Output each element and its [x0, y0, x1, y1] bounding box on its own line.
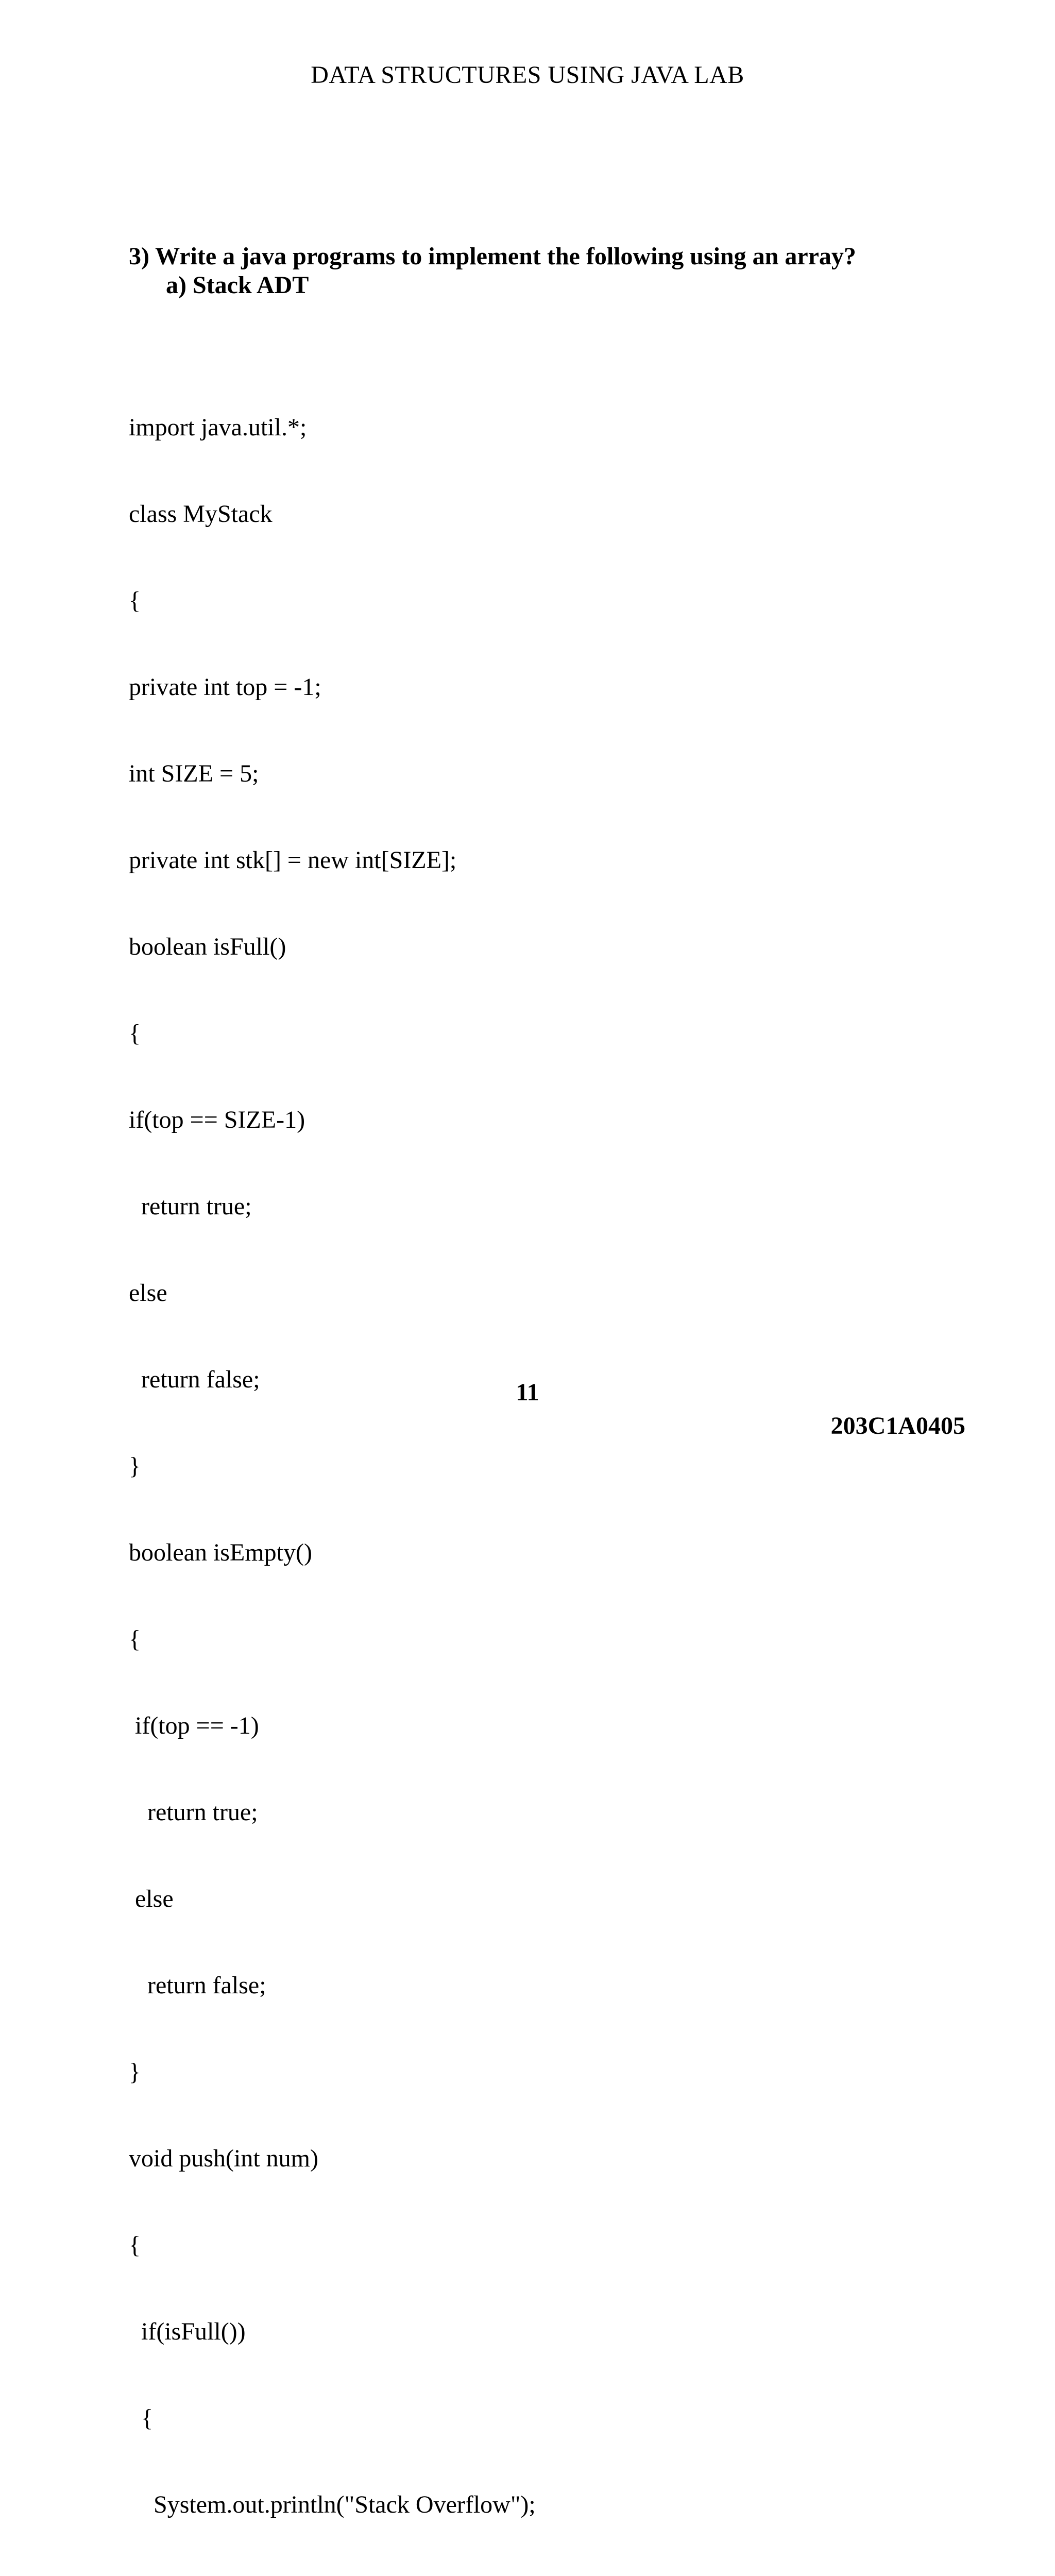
code-line: } [129, 1452, 141, 1480]
code-line: { [129, 1625, 141, 1653]
code-line: else [129, 1279, 167, 1307]
code-line: if(isFull()) [129, 2318, 246, 2345]
code-line: { [129, 2231, 141, 2259]
code-line: private int top = -1; [129, 673, 321, 701]
code-line: return true; [129, 1799, 258, 1826]
page-number: 11 [516, 1379, 539, 1406]
code-line: { [129, 587, 141, 614]
code-line: System.out.println("Stack Overflow"); [129, 2491, 536, 2518]
question-sub: a) Stack ADT [166, 272, 309, 299]
code-line: import java.util.*; [129, 414, 307, 441]
code-listing [129, 355, 668, 2576]
code-line: void push(int num) [129, 2145, 318, 2172]
code-line: else [129, 1885, 174, 1912]
code-line: boolean isFull() [129, 933, 286, 960]
code-line: boolean isEmpty() [129, 1539, 312, 1566]
code-line: return false; [129, 1366, 260, 1393]
code-line: { [129, 2404, 154, 2432]
question-block [129, 242, 856, 300]
roll-number: 203C1A0405 [830, 1412, 965, 1439]
page-header-title: DATA STRUCTURES USING JAVA LAB [311, 61, 744, 89]
code-line: if(top == -1) [129, 1712, 259, 1739]
code-line: class MyStack [129, 500, 273, 528]
code-line: int SIZE = 5; [129, 760, 259, 787]
code-line: return false; [129, 1972, 266, 1999]
question-main: 3) Write a java programs to implement the following using an array? [129, 243, 856, 270]
code-line: { [129, 1020, 141, 1047]
code-line: if(top == SIZE-1) [129, 1106, 305, 1133]
code-line: } [129, 2058, 141, 2086]
code-line: return true; [129, 1193, 252, 1220]
code-line: private int stk[] = new int[SIZE]; [129, 846, 457, 874]
